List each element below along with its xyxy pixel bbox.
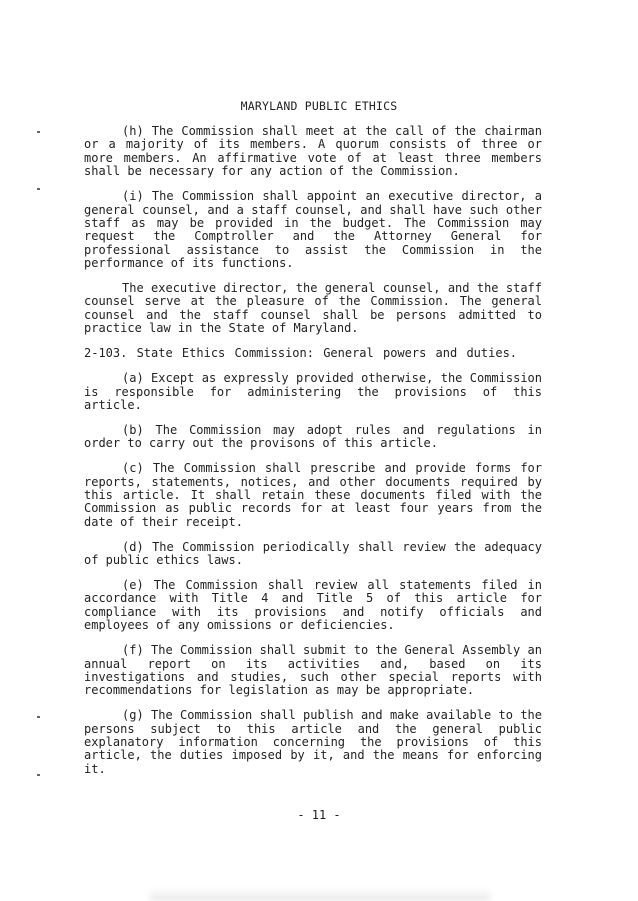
- paragraph-g: (g) The Commission shall publish and make available to the persons subject to this article and the general public explanatory information concerning the provisions of this article, the duties imposed by it, and the means for enforcing it.: [84, 708, 542, 776]
- paragraph-e: (e) The Commission shall review all statements filed in accordance with Title 4 and Title 5 of this article for compliance with its provisions and notify officials and employees of any omissions or deficiencies.: [84, 577, 542, 633]
- paragraph-h: (h) The Commission shall meet at the call of the chairman or a majority of its members. A quorum consists of three or more members. An affirmative vote of at least three members shall be necessary for any action of the Commission.: [84, 124, 542, 179]
- scan-speck: [37, 716, 40, 718]
- paragraph-c: (c) The Commission shall prescribe and provide forms for reports, statements, notices, and other documents required by this article. It shall retain these documents filed with the Commission as public records for at least four years from the date of their receipt.: [84, 461, 542, 529]
- page-number: - 11 -: [297, 808, 341, 822]
- scan-speck: [37, 188, 40, 190]
- section-heading: 2-103. State Ethics Commission: General powers and duties.: [84, 346, 518, 361]
- page-header: MARYLAND PUBLIC ETHICS: [240, 99, 398, 113]
- paragraph-staff: The executive director, the general counsel, and the staff counsel serve at the pleasure of the Commission. The general counsel and the staff counsel shall be persons admitted to practice law in the State of Maryland.: [84, 281, 542, 336]
- paragraph-i: (i) The Commission shall appoint an executive director, a general counsel, and a staff counsel, and shall have such other staff as may be provided in the budget. The Commission may request the Comptroller and the Attorney General for professional assistance to assist the Commission in the performance of its functions.: [84, 189, 542, 271]
- scan-speck: [37, 774, 40, 776]
- paragraph-b: (b) The Commission may adopt rules and regulations in order to carry out the provisons of this article.: [84, 422, 542, 451]
- document-body: [84, 125, 542, 788]
- paragraph-a: (a) Except as expressly provided otherwise, the Commission is responsible for administering the provisions of this article.: [84, 371, 542, 412]
- paragraph-f: (f) The Commission shall submit to the General Assembly an annual report on its activities and, based on its investigations and studies, such other special reports with recommendations for legislation as may be appropriate.: [84, 643, 542, 698]
- scan-shadow: [150, 888, 490, 901]
- scan-speck: [37, 131, 40, 133]
- paragraph-d: (d) The Commission periodically shall review the adequacy of public ethics laws.: [84, 539, 542, 568]
